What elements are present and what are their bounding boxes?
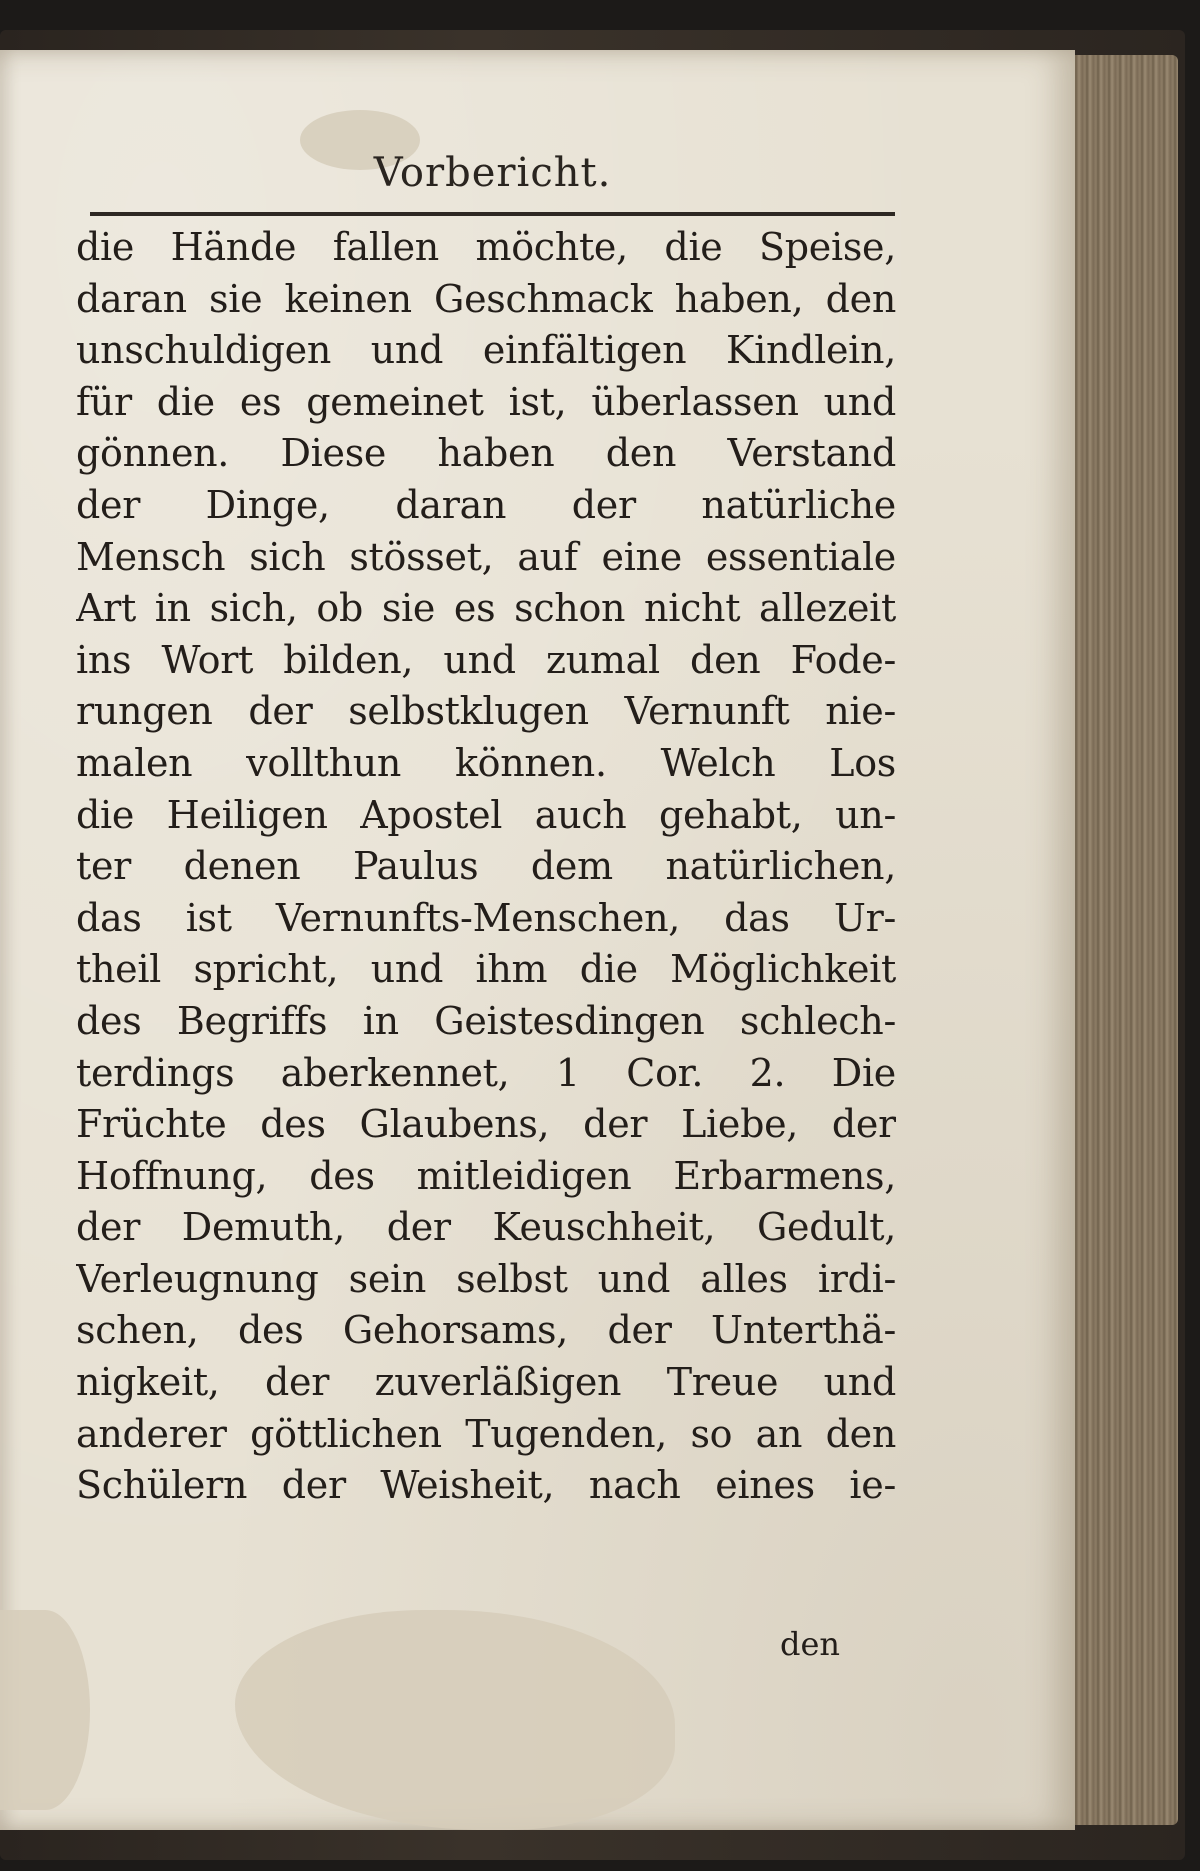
text-line: nigkeit, der zuverläßigen Treue und <box>76 1360 896 1405</box>
text-line: der Demuth, der Keuschheit, Gedult, <box>76 1205 896 1250</box>
text-line: des Begriffs in Geistesdingen schlech- <box>76 998 896 1043</box>
paper-stain <box>235 1610 675 1830</box>
page-edges <box>1060 55 1178 1825</box>
text-line: theil spricht, und ihm die Möglichkeit <box>76 947 896 992</box>
text-line: Schülern der Weisheit, nach eines ie- <box>76 1463 896 1508</box>
text-line: schen, des Gehorsams, der Unterthä- <box>76 1308 896 1353</box>
catchword: den <box>780 1625 841 1663</box>
text-line: das ist Vernunfts-Menschen, das Ur- <box>76 895 896 940</box>
text-line: malen vollthun können. Welch Los <box>76 740 896 785</box>
text-line: ins Wort bilden, und zumal den Fode- <box>76 637 896 682</box>
text-line: Früchte des Glaubens, der Liebe, der <box>76 1102 896 1147</box>
text-line: die Hände fallen möchte, die Speise, <box>76 225 896 269</box>
text-line: der Dinge, daran der natürliche <box>76 482 896 527</box>
text-line: die Heiligen Apostel auch gehabt, un- <box>76 792 896 837</box>
text-line: terdings aberkennet, 1 Cor. 2. Die <box>76 1050 896 1095</box>
text-line: Hoffnung, des mitleidigen Erbarmens, <box>76 1153 896 1198</box>
body-text <box>76 222 896 1512</box>
header-rule <box>90 212 895 216</box>
paper-stain <box>0 1610 90 1810</box>
text-line: gönnen. Diese haben den Verstand <box>76 431 896 476</box>
text-line: ter denen Paulus dem natürlichen, <box>76 844 896 889</box>
text-line: für die es gemeinet ist, überlassen und <box>76 379 896 424</box>
text-line: Mensch sich stösset, auf eine essentiale <box>76 534 896 579</box>
text-line: Art in sich, ob sie es schon nicht allezeit <box>76 586 896 631</box>
text-line: unschuldigen und einfältigen Kindlein, <box>76 328 896 373</box>
text-line: daran sie keinen Geschmack haben, den <box>76 276 896 321</box>
running-header: Vorbericht. <box>373 150 612 196</box>
text-line: Verleugnung sein selbst und alles irdi- <box>76 1256 896 1301</box>
text-line: anderer göttlichen Tugenden, so an den <box>76 1411 896 1456</box>
text-line: rungen der selbstklugen Vernunft nie- <box>76 689 896 734</box>
